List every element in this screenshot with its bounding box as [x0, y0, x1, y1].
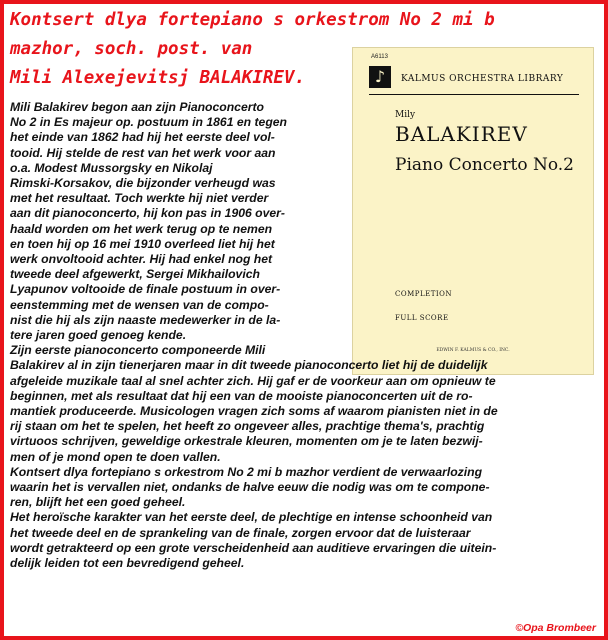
music-note-icon: ♪ [369, 66, 391, 88]
body-line: Het heroïsche karakter van het eerste deel, de plechtige en intense schoonheid van [10, 510, 493, 525]
body-line: Zijn eerste pianoconcerto componeerde Mili [10, 343, 266, 358]
body-line: afgeleide muzikale taal al snel achter zich. Hij gaf er de voorkeur aan om opnieuw te [10, 373, 496, 388]
body-line: Rimski-Korsakov, die bijzonder verheugd was [10, 176, 276, 191]
title-line: Mili Alexejevitsj BALAKIREV. [10, 68, 306, 88]
body-line: met het resultaat. Toch werkte hij niet verder [10, 191, 269, 206]
score-label: FULL SCORE [395, 314, 449, 322]
library-name: KALMUS ORCHESTRA LIBRARY [401, 74, 564, 84]
body-line: No 2 in Es majeur op. postuum in 1861 en tegen [10, 115, 287, 130]
cover-divider [369, 94, 579, 95]
title-line: Kontsert dlya fortepiano s orkestrom No 2 mi b [10, 10, 495, 30]
body-line: Balakirev al in zijn tienerjaren maar in dit tweede pianoconcerto liet hij de duidelijk [10, 358, 488, 373]
body-line: o.a. Modest Mussorgsky en Nikolaj [10, 160, 213, 175]
body-line: tooid. Hij stelde de rest van het werk voor aan [10, 145, 276, 160]
catalog-code: A6113 [371, 54, 388, 60]
body-line: nist die hij als zijn naaste medewerker in de la- [10, 312, 281, 327]
body-line: rij staan om het te spelen, het heeft zo ongeveer alles, prachtige thema's, prachtig [10, 419, 485, 434]
work-title: Piano Concerto No.2 [395, 155, 574, 175]
body-line: virtuoos schrijven, geweldige orkestrale kleuren, momenten om je te laten bezwij- [10, 434, 483, 449]
body-line: ren, blijft het een goed geheel. [10, 495, 186, 510]
body-line: men of je mond open te doen vallen. [10, 449, 221, 464]
body-line: Lyapunov voltooide de finale postuum in over- [10, 282, 281, 297]
body-line: en toen hij op 16 mei 1910 overleed liet hij het [10, 236, 275, 251]
body-line: eenstemming met de wensen van de compo- [10, 297, 269, 312]
body-line: waarin het is vervallen niet, ondanks de halve eeuw die nodig was om te compone- [10, 480, 490, 495]
body-line: Kontsert dlya fortepiano s orkestrom No 2 mi b mazhor verdient de verwaarlozing [10, 464, 483, 479]
body-line: mantiek produceerde. Musicologen vragen zich soms af waarom pianisten niet in de [10, 404, 498, 419]
body-line: tweede deel afgewerkt, Sergei Mikhailovich [10, 267, 260, 282]
body-line: het tweede deel en de sprankeling van de finale, zorgen ervoor dat de luisteraar [10, 525, 471, 540]
body-line: werk onvoltooid achter. Hij had enkel nog het [10, 252, 273, 267]
title-line: mazhor, soch. post. van [10, 39, 253, 59]
body-line: wordt getrakteerd op een grote verscheidenheid aan auditieve ervaringen die uitein- [10, 540, 497, 555]
body-line: Mili Balakirev begon aan zijn Pianoconcerto [10, 100, 264, 114]
article-body [10, 100, 600, 571]
completion-label: COMPLETION [395, 290, 453, 298]
composer-first-name: Mily [395, 110, 416, 120]
composer-name: BALAKIREV [395, 122, 528, 146]
body-line: tere jaren goed genoeg kende. [10, 328, 187, 343]
body-line: beginnen, met als resultaat dat hij een van de mooiste pianoconcerten uit de ro- [10, 388, 473, 403]
body-line: haald worden om het werk terug op te nemen [10, 221, 273, 236]
body-line: delijk leiden tot een bevredigend geheel. [10, 556, 245, 571]
author-credit: ©Opa Brombeer [515, 622, 596, 634]
body-line: aan dit pianoconcerto, hij kon pas in 1906 over- [10, 206, 285, 221]
publisher-label: EDWIN F. KALMUS & CO., INC. [436, 348, 510, 353]
body-line: het einde van 1862 had hij het eerste deel vol- [10, 130, 275, 145]
